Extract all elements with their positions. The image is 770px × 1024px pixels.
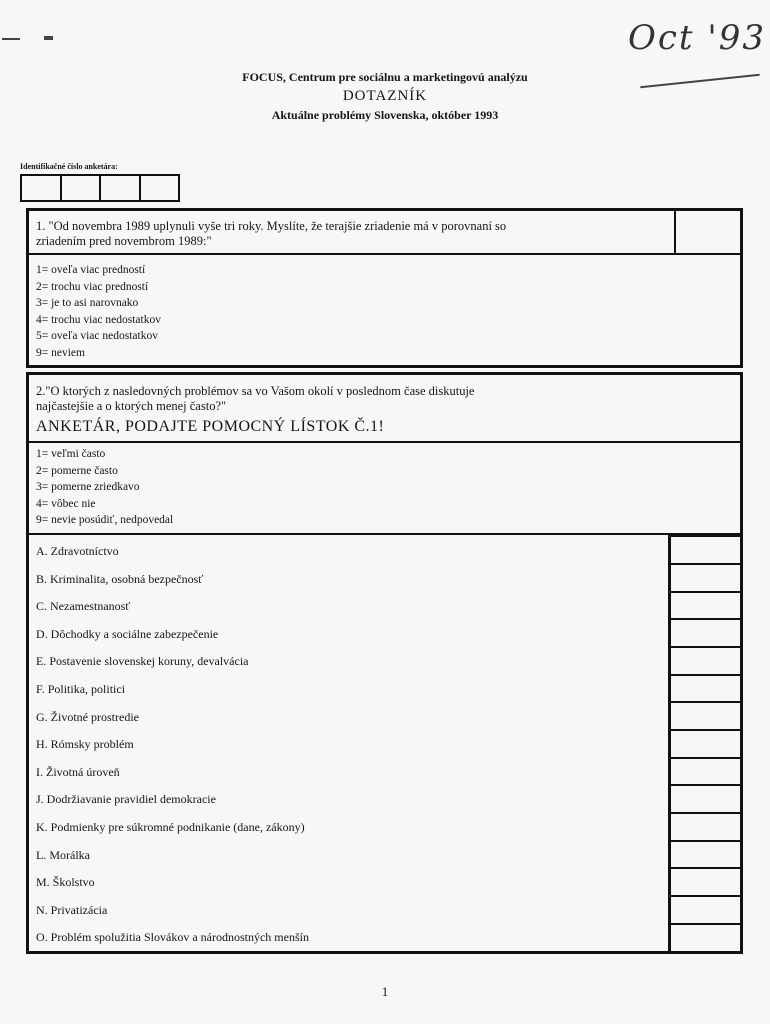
handwritten-date: Oct '93	[628, 18, 766, 58]
list-item: E. Postavenie slovenskej koruny, devalvácia	[36, 654, 249, 669]
organization-name: FOCUS, Centrum pre sociálnu a marketingovú analýzu	[242, 70, 528, 84]
option: 4= trochu viac nedostatkov	[36, 313, 161, 326]
answer-cell[interactable]	[668, 563, 742, 591]
answer-cell[interactable]	[668, 646, 742, 674]
list-item: O. Problém spolužitia Slovákov a národnostných menšín	[36, 930, 309, 945]
answer-cell[interactable]	[668, 729, 742, 757]
answer-cell[interactable]	[668, 784, 742, 812]
list-item: G. Životné prostredie	[36, 709, 139, 724]
list-item: J. Dodržiavanie pravidiel demokracie	[36, 792, 216, 807]
question-1-options	[36, 262, 161, 361]
option: 3= pomerne zriedkavo	[36, 481, 140, 493]
interviewer-id-label: Identifikačné číslo anketára:	[20, 162, 118, 171]
option: 2= pomerne často	[36, 464, 118, 477]
list-item: L. Morálka	[36, 847, 90, 862]
option: 4= vôbec nie	[36, 497, 96, 510]
answer-cell[interactable]	[668, 923, 742, 951]
list-item: F. Politika, politici	[36, 681, 126, 696]
divider	[29, 441, 740, 443]
list-item: D. Dôchodky a sociálne zabezpečenie	[36, 626, 219, 641]
document-subtitle: Aktuálne problémy Slovenska, október 1993	[271, 108, 499, 122]
option: 5= oveľa viac nedostatkov	[36, 330, 158, 342]
answer-cell[interactable]	[668, 812, 742, 840]
answer-cell[interactable]	[668, 840, 742, 867]
answer-grid	[668, 535, 742, 951]
option: 3= je to asi narovnako	[36, 297, 139, 309]
divider	[29, 253, 740, 255]
page-number: 1	[381, 984, 389, 999]
list-item: N. Privatizácia	[36, 902, 108, 917]
option: 1= oveľa viac predností	[36, 264, 146, 276]
id-digit-box[interactable]	[101, 176, 141, 200]
option: 2= trochu viac predností	[36, 280, 149, 293]
interviewer-id-field[interactable]	[20, 174, 180, 202]
answer-cell[interactable]	[668, 701, 742, 729]
document-title: DOTAZNÍK	[342, 88, 428, 104]
answer-cell[interactable]	[668, 895, 742, 923]
answer-cell[interactable]	[668, 535, 742, 563]
list-item: H. Rómsky problém	[36, 737, 134, 752]
answer-cell[interactable]	[668, 867, 742, 895]
answer-cell[interactable]	[668, 757, 742, 784]
list-item: M. Školstvo	[36, 875, 95, 890]
list-item: C. Nezamestnanosť	[36, 599, 131, 614]
list-item: K. Podmienky pre súkromné podnikanie (dane, zákony)	[36, 819, 305, 834]
answer-cell[interactable]	[668, 674, 742, 701]
list-item: I. Životná úroveň	[36, 764, 120, 779]
list-item: B. Kriminalita, osobná bezpečnosť	[36, 571, 204, 586]
interviewer-instruction: ANKETÁR, PODAJTE POMOCNÝ LÍSTOK Č.1!	[36, 418, 385, 435]
option: 9= nevie posúdiť, nedpovedal	[36, 514, 174, 526]
question-2-options	[36, 446, 173, 529]
question-2-text: 2."O ktorých z nasledovných problémov sa vo Vašom okolí v poslednom čase diskutuje najčastejšie a o ktorých menej často?"	[36, 384, 475, 413]
list-item: A. Zdravotníctvo	[36, 544, 119, 558]
answer-cell[interactable]	[668, 618, 742, 646]
answer-cell[interactable]	[668, 591, 742, 618]
option: 9= neviem	[36, 346, 85, 359]
q1-answer-box[interactable]	[674, 211, 740, 253]
id-digit-box[interactable]	[22, 176, 62, 200]
scan-mark	[2, 38, 20, 40]
id-digit-box[interactable]	[62, 176, 102, 200]
id-digit-box[interactable]	[141, 176, 179, 200]
question-1-text: 1. "Od novembra 1989 uplynuli vyše tri roky. Myslíte, že terajšie zriadenie má v porovnaní so zriadením pred novembrom 1989:"	[36, 219, 507, 248]
divider	[29, 533, 740, 535]
scan-mark	[44, 36, 53, 40]
option: 1= veľmi často	[36, 448, 106, 460]
question-2-items	[36, 538, 666, 952]
